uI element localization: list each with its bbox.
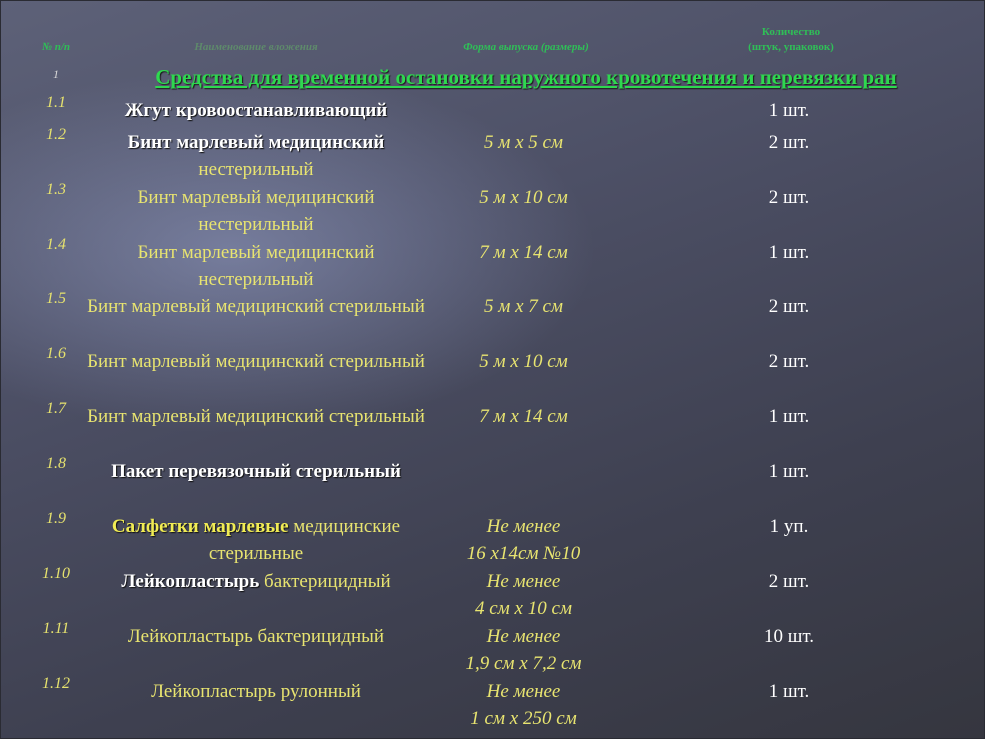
row-form-line2: 16 х14см №10 [466, 543, 581, 564]
row-name-bold: Салфетки марлевые [111, 516, 289, 537]
header-name: Наименование вложения [194, 41, 318, 53]
row-quantity: 2 шт. [768, 571, 810, 592]
row-name [81, 678, 431, 705]
table-row [1, 510, 985, 568]
row-name [81, 97, 431, 124]
row-quantity: 1 шт. [768, 461, 810, 482]
row-name-bold: Бинт марлевый медицинский [127, 132, 385, 153]
row-name-text: Бинт марлевый медицинский нестерильный [137, 187, 375, 235]
header-quantity-line2: (штук, упаковок) [748, 41, 834, 53]
header-quantity-line1: Количество [761, 26, 821, 38]
row-form-line1: 7 м х 14 см [479, 406, 568, 427]
row-form [431, 293, 616, 320]
row-quantity: 1 шт. [768, 681, 810, 702]
row-form [431, 239, 616, 266]
row-name [81, 184, 431, 238]
row-quantity: 1 шт. [768, 242, 810, 263]
row-number: 1.11 [42, 620, 70, 637]
row-number: 1.8 [46, 455, 66, 472]
row-form [431, 678, 616, 732]
row-form [431, 403, 616, 430]
row-name [81, 129, 431, 183]
section-title: Средства для временной остановки наружного кровотечения и перевязки ран [155, 65, 897, 89]
row-form [431, 184, 616, 211]
table-row [1, 620, 985, 678]
table-row [1, 675, 985, 733]
row-name-bold: Лейкопластырь [121, 571, 260, 592]
row-name-text: Лейкопластырь бактерицидный [127, 626, 385, 647]
row-form [431, 568, 616, 622]
header-number: № п/п [41, 41, 71, 53]
table-row [1, 126, 985, 184]
row-name-rest: бактерицидный [264, 571, 391, 592]
row-number: 1.4 [46, 236, 66, 253]
row-form-line1: Не менее [486, 516, 561, 537]
row-number: 1.3 [46, 181, 66, 198]
row-name [81, 623, 431, 650]
row-form [431, 623, 616, 677]
row-number: 1.6 [46, 345, 66, 362]
row-form [431, 129, 616, 156]
row-form-line1: 5 м х 7 см [483, 296, 564, 317]
row-form-line1: 5 м х 10 см [479, 187, 568, 208]
row-name-text: Бинт марлевый медицинский стерильный [87, 406, 425, 427]
row-number: 1.2 [46, 126, 66, 143]
row-number: 1.12 [42, 675, 70, 692]
row-name-text: Лейкопластырь рулонный [151, 681, 361, 702]
row-quantity: 1 уп. [769, 516, 809, 537]
row-form-line1: 5 м х 5 см [483, 132, 564, 153]
row-name [81, 568, 431, 595]
table-row [1, 565, 985, 623]
header-form: Форма выпуска (размеры) [463, 41, 589, 53]
row-form-line1: Не менее [486, 681, 561, 702]
row-form-line1: Не менее [486, 626, 561, 647]
section-number: 1 [53, 67, 59, 81]
table-row [1, 455, 985, 513]
row-number: 1.10 [42, 565, 70, 582]
table-row [1, 290, 985, 348]
row-quantity: 10 шт. [763, 626, 814, 647]
row-form-line2: 4 см х 10 см [474, 598, 573, 619]
row-name-bold: Жгут кровоостанавливающий [124, 100, 388, 121]
table-row [1, 400, 985, 458]
row-name [81, 293, 431, 320]
row-name [81, 239, 431, 293]
row-name [81, 513, 431, 567]
row-form-line2: 1 см х 250 см [470, 708, 577, 729]
row-quantity: 2 шт. [768, 187, 810, 208]
row-form-line1: Не менее [486, 571, 561, 592]
row-form [431, 513, 616, 567]
row-name-rest: медицинские стерильные [208, 516, 401, 564]
row-number: 1.9 [46, 510, 66, 527]
row-number: 1.1 [46, 94, 66, 111]
row-name-bold: Пакет перевязочный стерильный [111, 461, 401, 482]
row-quantity: 1 шт. [768, 100, 810, 121]
row-name [81, 348, 431, 375]
header-quantity [721, 25, 861, 55]
row-form [431, 348, 616, 375]
row-number: 1.5 [46, 290, 66, 307]
row-quantity: 2 шт. [768, 351, 810, 372]
table-row [1, 181, 985, 239]
row-quantity: 1 шт. [768, 406, 810, 427]
row-name [81, 403, 431, 430]
row-name [81, 458, 431, 485]
row-form-line1: 5 м х 10 см [479, 351, 568, 372]
table-row [1, 345, 985, 403]
row-name-text: Бинт марлевый медицинский нестерильный [137, 242, 375, 290]
row-name-text: Бинт марлевый медицинский стерильный [87, 351, 425, 372]
row-name-rest: нестерильный [198, 159, 314, 180]
row-number: 1.7 [46, 400, 66, 417]
table-row [1, 236, 985, 294]
row-quantity: 2 шт. [768, 296, 810, 317]
row-name-text: Бинт марлевый медицинский стерильный [87, 296, 425, 317]
row-form-line1: 7 м х 14 см [479, 242, 568, 263]
row-form-line2: 1,9 см х 7,2 см [465, 653, 582, 674]
row-quantity: 2 шт. [768, 132, 810, 153]
